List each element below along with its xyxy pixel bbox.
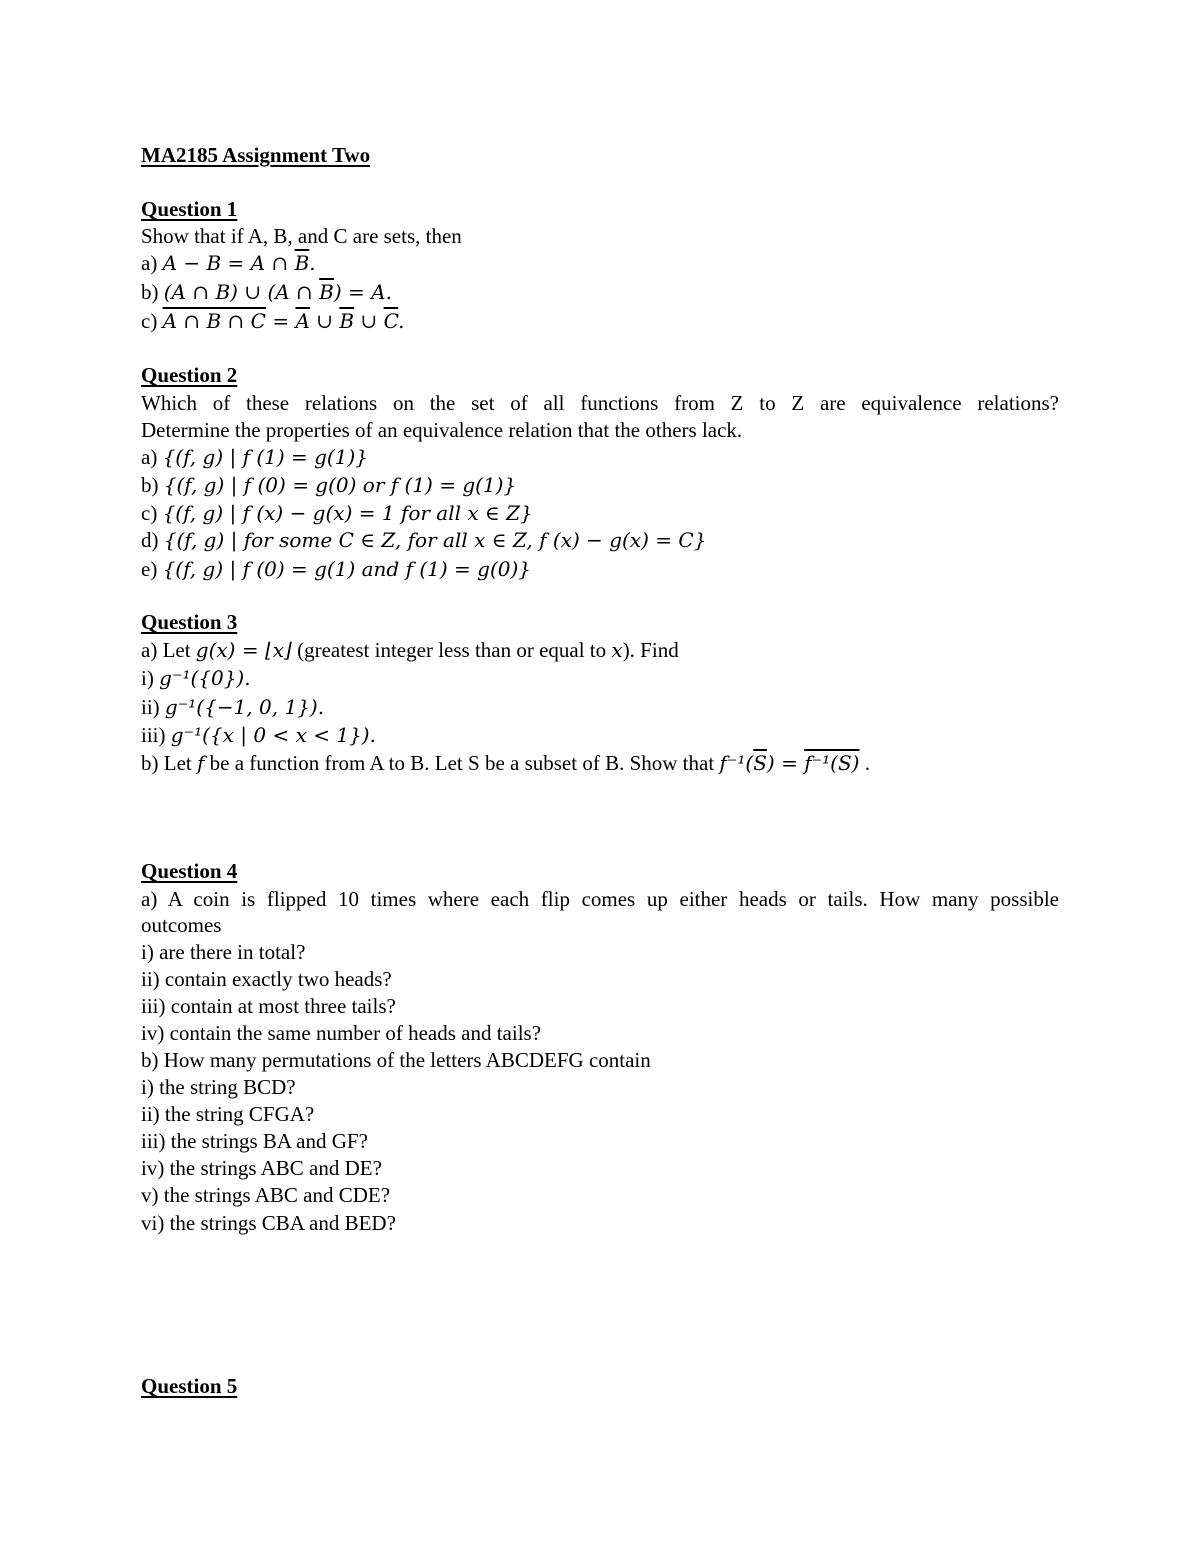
question-2-heading: Question 2 [141, 363, 238, 387]
complement-b: $\overline{B}$ [294, 251, 310, 275]
part-label: c) [141, 309, 163, 333]
question-4-part-b-iii: iii) the strings BA and GF? [141, 1129, 368, 1153]
part-label: i) [141, 666, 160, 690]
question-3-part-a-ii [141, 694, 324, 721]
text: . [859, 751, 870, 775]
question-4-part-b-ii: ii) the string CFGA? [141, 1102, 315, 1126]
part-label: e) [141, 557, 163, 581]
question-4-part-a-ii: ii) contain exactly two heads? [141, 967, 392, 991]
document-title: MA2185 Assignment Two [141, 143, 371, 167]
formula: {(f, g) | f (x) − g(x) = 1 for all x ∈ Z} [162, 501, 533, 525]
formula: A − B = A ∩ [162, 251, 295, 275]
question-4-part-a-line-2: outcomes [141, 913, 222, 937]
question-1-part-c [141, 308, 405, 335]
part-label: c) [141, 501, 163, 525]
equals-sign: = [265, 309, 296, 333]
complement-b: $\overline{B}$ [319, 280, 334, 304]
formula-end: ) = A. [333, 280, 392, 304]
part-label: b) [141, 473, 164, 497]
complement-a: $\overline{A}$ [295, 309, 310, 333]
formula: g(x) = ⌊x⌋ [195, 638, 292, 662]
question-3-part-b [141, 750, 870, 777]
part-label: ii) [141, 695, 165, 719]
question-3-part-a-iii [141, 722, 376, 749]
part-label: d) [141, 528, 164, 552]
question-2-part-b [141, 472, 516, 499]
formula: {(f, g) | f (1) = g(1)} [162, 445, 368, 469]
question-4-part-b-v: v) the strings ABC and CDE? [141, 1183, 391, 1207]
question-4-part-a-iii: iii) contain at most three tails? [141, 994, 396, 1018]
formula: g⁻¹({0}). [159, 666, 251, 690]
question-5-heading: Question 5 [141, 1374, 238, 1398]
formula-end: . [309, 251, 316, 275]
question-2-line-1: Which of these relations on the set of all functions from Z to Z are equivalence relations? [141, 391, 1059, 415]
complement-s: $\overline{S}$ [753, 751, 767, 775]
part-label: a) [141, 251, 163, 275]
formula: {(f, g) | f (0) = g(1) and f (1) = g(0)} [162, 557, 532, 581]
question-4-part-b: b) How many permutations of the letters ABCDEFG contain [141, 1048, 651, 1072]
complement-b: $\overline{B}$ [339, 309, 355, 333]
formula: {(f, g) | for some C ∈ Z, for all x ∈ Z, f (x) − g(x) = C} [163, 528, 707, 552]
formula: g⁻¹({x | 0 < x < 1}). [170, 723, 376, 747]
text: a) Let [141, 638, 196, 662]
question-1-intro: Show that if A, B, and C are sets, then [141, 224, 462, 248]
union-sign: ∪ [309, 309, 340, 333]
question-3-part-a [141, 637, 679, 664]
question-4-heading: Question 4 [141, 859, 238, 883]
question-1-part-b [141, 279, 392, 306]
question-4-part-b-iv: iv) the strings ABC and DE? [141, 1156, 382, 1180]
formula: ) = [766, 751, 805, 775]
text: b) Let [141, 751, 197, 775]
text: be a function from A to B. Let S be a subset of B. Show that [204, 751, 720, 775]
question-1-heading: Question 1 [141, 197, 238, 221]
formula: x [611, 638, 623, 662]
question-4-part-b-i: i) the string BCD? [141, 1075, 296, 1099]
question-1-part-a [141, 250, 316, 277]
question-2-part-d [141, 527, 706, 554]
complement-c: $\overline{C}$ [383, 309, 399, 333]
formula: (A ∩ B) ∪ (A ∩ [163, 280, 320, 304]
question-2-line-2: Determine the properties of an equivalence relation that the others lack. [141, 418, 743, 442]
question-3-part-a-i [141, 665, 251, 692]
text: (greatest integer less than or equal to [291, 638, 612, 662]
text: ). Find [622, 638, 679, 662]
formula: {(f, g) | f (0) = g(0) or f (1) = g(1)} [163, 473, 517, 497]
formula-end: . [398, 309, 405, 333]
question-4-part-a-line-1: a) A coin is flipped 10 times where each flip comes up either heads or tails. How many possible [141, 887, 1059, 911]
complement-preimage: f⁻¹(S) [804, 751, 860, 775]
formula: f⁻¹( [719, 751, 754, 775]
part-label: a) [141, 445, 163, 469]
part-label: iii) [141, 723, 171, 747]
part-label: b) [141, 280, 164, 304]
question-2-part-e [141, 556, 531, 583]
question-3-heading: Question 3 [141, 610, 238, 634]
union-sign: ∪ [354, 309, 384, 333]
question-4-part-a-i: i) are there in total? [141, 940, 306, 964]
question-4-part-b-vi: vi) the strings CBA and BED? [141, 1211, 396, 1235]
question-2-part-a [141, 444, 368, 471]
formula: f [196, 751, 205, 775]
complement-intersection: A ∩ B ∩ C [162, 309, 266, 333]
question-4-part-a-iv: iv) contain the same number of heads and tails? [141, 1021, 542, 1045]
question-2-part-c [141, 500, 533, 527]
formula: g⁻¹({−1, 0, 1}). [164, 695, 325, 719]
